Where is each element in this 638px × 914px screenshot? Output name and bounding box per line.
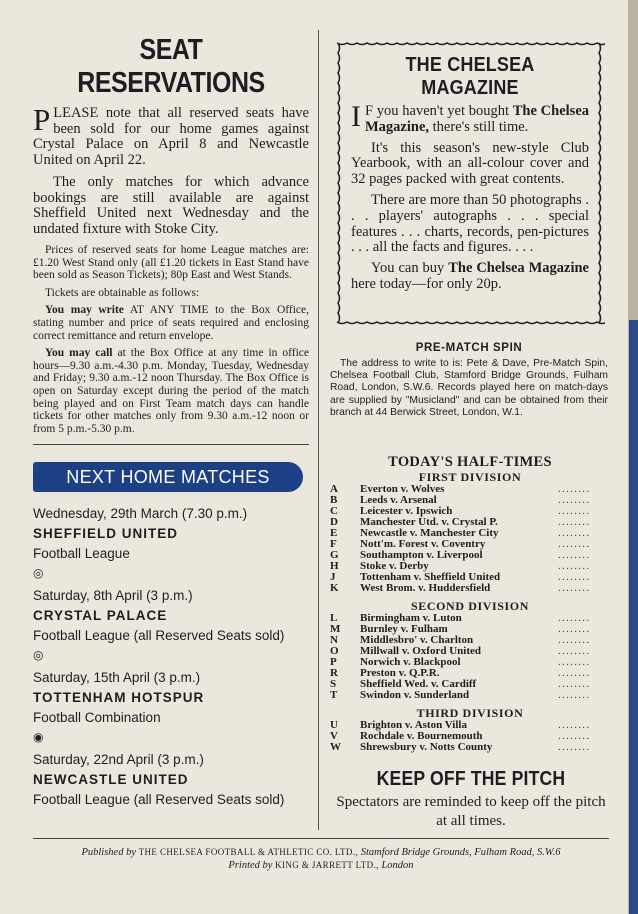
row-score-dots: ........ <box>558 741 591 753</box>
row-fixture: Preston v. Q.P.R. <box>360 667 440 679</box>
match-date: Saturday, 22nd April (3 p.m.) <box>33 752 204 767</box>
seat-call-text: at the Box Office at any time in office hours—9.30 a.m.-4.30 p.m. Monday, Tuesday, Wednesday and Friday; 9.30 a.m.-12 noon Thursday. The Box Office is open on Saturday except during the period of the match being played and on First Team match days can handle tickets for other matches only from 9.30 a.m.-12 noon or from 5 p.m.-5.30 p.m. <box>33 347 310 435</box>
row-letter: P <box>330 656 337 668</box>
row-fixture: Sheffield Wed. v. Cardiff <box>360 678 477 690</box>
magazine-p4-a: You can buy <box>371 260 449 277</box>
match-item <box>33 750 318 810</box>
magazine-p4-b: here today—for only 20p. <box>351 275 502 292</box>
row-fixture: Norwich v. Blackpool <box>360 656 461 668</box>
seat-para-1-text: LEASE note that all reserved seats have been sold for our home games against Crystal Palace on April 8 and Newcastle United on April 22. <box>33 105 309 168</box>
row-score-dots: ........ <box>558 689 591 701</box>
division-heading: SECOND DIVISION <box>410 599 530 613</box>
row-fixture: West Brom. v. Huddersfield <box>360 582 491 594</box>
row-fixture: Nott'm. Forest v. Coventry <box>360 538 486 550</box>
row-score-dots: ........ <box>558 516 591 528</box>
imprint-footer <box>33 846 609 872</box>
row-letter: R <box>330 667 338 679</box>
half-times-title: TODAY'S HALF-TIMES <box>388 454 552 470</box>
row-letter: A <box>330 483 338 495</box>
seat-para-2: The only matches for which advance bookings are still available are against Sheffield United next Wednesday and the undated fixture with Stoke City. <box>33 174 309 237</box>
published-line <box>33 846 609 859</box>
row-fixture: Leeds v. Arsenal <box>360 494 437 506</box>
row-fixture: Swindon v. Sunderland <box>360 689 470 701</box>
half-time-row <box>330 583 610 594</box>
row-fixture: Birmingham v. Luton <box>360 612 462 624</box>
magazine-para-1 <box>351 100 590 136</box>
row-letter: E <box>330 527 338 539</box>
row-letter: G <box>330 549 339 561</box>
row-fixture: Shrewsbury v. Notts County <box>360 741 493 753</box>
match-item <box>33 586 318 668</box>
row-fixture: Stoke v. Derby <box>360 560 429 572</box>
seat-reservations-section <box>33 34 309 435</box>
row-score-dots: ........ <box>558 494 591 506</box>
dropcap-p: P <box>33 102 51 137</box>
row-score-dots: ........ <box>558 538 591 550</box>
row-score-dots: ........ <box>558 571 591 583</box>
row-fixture: Rochdale v. Bournemouth <box>360 730 483 742</box>
row-score-dots: ........ <box>558 549 591 561</box>
footer-divider <box>33 838 609 839</box>
row-score-dots: ........ <box>558 505 591 517</box>
match-item <box>33 668 318 750</box>
row-score-dots: ........ <box>558 667 591 679</box>
seat-prices: Prices of reserved seats for home League matches are: £1.20 West Stand only (all £1.20 tickets in East Stand have been sold as Season Tickets); 80p East and West Stands. <box>33 244 309 282</box>
row-score-dots: ........ <box>558 678 591 690</box>
row-score-dots: ........ <box>558 730 591 742</box>
seat-write <box>33 304 309 342</box>
matches-list <box>33 504 318 810</box>
seat-write-text: AT ANY TIME to the Box Office, stating number and price of seats required and enclosing correct remittance and return envelope. <box>33 304 309 342</box>
magazine-p1-bold: The Chelsea Magazine, <box>365 103 590 135</box>
pre-match-spin-title: PRE-MATCH SPIN <box>415 342 523 354</box>
seat-call-lead: You may call <box>45 347 113 360</box>
row-score-dots: ........ <box>558 623 591 635</box>
seat-reservations-title: SEAT RESERVATIONS <box>77 34 265 99</box>
row-fixture: Leicester v. Ipswich <box>360 505 453 517</box>
match-date: Wednesday, 29th March (7.30 p.m.) <box>33 506 248 521</box>
match-competition: Football League <box>33 546 130 561</box>
row-letter: T <box>330 689 338 701</box>
magazine-p1-b: there's still time. <box>429 118 529 135</box>
row-letter: F <box>330 538 337 550</box>
row-fixture: Middlesbro' v. Charlton <box>360 634 474 646</box>
row-score-dots: ........ <box>558 645 591 657</box>
row-fixture: Millwall v. Oxford United <box>360 645 481 657</box>
row-letter: U <box>330 719 338 731</box>
pre-match-spin-text: The address to write to is: Pete & Dave, Pre-Match Spin, Chelsea Football Club, Stamford Bridge Grounds, Fulham Road, London, S.W.6. Records played here on match-days are supplied by "Musicland" and can be obtained from their branch at 44 Berwick Street, London, W.1. <box>330 358 608 418</box>
row-letter: O <box>330 645 339 657</box>
half-time-row <box>330 690 610 701</box>
row-letter: V <box>330 730 338 742</box>
row-fixture: Burnley v. Fulham <box>360 623 448 635</box>
printed-by-label: Printed by <box>228 860 273 871</box>
match-team: NEWCASTLE UNITED <box>33 772 189 787</box>
division-heading: FIRST DIVISION <box>418 470 522 484</box>
match-team: TOTTENHAM HOTSPUR <box>33 690 205 705</box>
row-score-dots: ........ <box>558 719 591 731</box>
printer-name: KING & JARRETT LTD., <box>275 860 379 870</box>
row-letter: C <box>330 505 338 517</box>
printed-line <box>33 859 609 872</box>
row-letter: S <box>330 678 337 690</box>
keep-off-text: Spectators are reminded to keep off the pitch at all times. <box>336 794 606 829</box>
match-symbol-icon: ◉ <box>33 730 44 744</box>
chelsea-magazine-box <box>333 38 605 328</box>
row-score-dots: ........ <box>558 634 591 646</box>
row-score-dots: ........ <box>558 483 591 495</box>
next-home-matches-title: NEXT HOME MATCHES <box>33 462 303 492</box>
seat-write-lead: You may write <box>45 304 124 317</box>
row-score-dots: ........ <box>558 582 591 594</box>
publisher-address: Stamford Bridge Grounds, Fulham Road, S.W.6 <box>358 847 561 858</box>
printer-city: London <box>378 860 414 871</box>
row-fixture: Newcastle v. Manchester City <box>360 527 499 539</box>
row-letter: L <box>330 612 338 624</box>
pre-match-spin-section <box>330 342 608 419</box>
division-heading: THIRD DIVISION <box>416 706 524 720</box>
row-letter: J <box>330 571 336 583</box>
match-competition: Football Combination <box>33 710 161 725</box>
row-score-dots: ........ <box>558 656 591 668</box>
magazine-title: THE CHELSEA MAGAZINE <box>405 54 535 99</box>
half-times-section <box>330 454 610 753</box>
publisher-name: THE CHELSEA FOOTBALL & ATHLETIC CO. LTD., <box>138 847 359 857</box>
keep-off-section <box>330 768 612 831</box>
row-fixture: Tottenham v. Sheffield United <box>360 571 501 583</box>
match-item <box>33 504 318 586</box>
row-letter: M <box>330 623 341 635</box>
match-date: Saturday, 8th April (3 p.m.) <box>33 588 193 603</box>
seat-call <box>33 347 309 435</box>
row-letter: D <box>330 516 338 528</box>
row-score-dots: ........ <box>558 560 591 572</box>
row-letter: B <box>330 494 338 506</box>
match-date: Saturday, 15th April (3 p.m.) <box>33 670 201 685</box>
dropcap-i: I <box>351 100 361 133</box>
row-score-dots: ........ <box>558 612 591 624</box>
magazine-p1-a: F you haven't yet bought <box>365 103 513 119</box>
seat-para-1 <box>33 102 309 168</box>
magazine-p4-bold: The Chelsea Magazine <box>448 260 589 277</box>
row-fixture: Southampton v. Liverpool <box>360 549 483 561</box>
row-fixture: Brighton v. Aston Villa <box>360 719 467 731</box>
keep-off-title: KEEP OFF THE PITCH <box>376 768 566 790</box>
seat-tickets-intro: Tickets are obtainable as follows: <box>45 286 200 299</box>
published-by-label: Published by <box>81 847 136 858</box>
magazine-para-4 <box>351 261 589 293</box>
row-fixture: Everton v. Wolves <box>360 483 445 495</box>
magazine-para-2: It's this season's new-style Club Yearbook, with an all-colour cover and 32 pages packed with great contents. <box>351 139 589 188</box>
row-fixture: Manchester Utd. v. Crystal P. <box>360 516 498 528</box>
match-symbol-icon: ◎ <box>33 566 44 580</box>
magazine-para-3: There are more than 50 photographs . . . players' autographs . . . special features . . . charts, records, pen-pictures . . . all the facts and figures. . . . <box>351 191 589 256</box>
blue-edge-strip <box>629 320 638 914</box>
match-team: SHEFFIELD UNITED <box>33 526 179 541</box>
row-letter: H <box>330 560 339 572</box>
row-score-dots: ........ <box>558 527 591 539</box>
match-symbol-icon: ◎ <box>33 648 44 662</box>
column-divider <box>318 30 319 830</box>
match-competition: Football League (all Reserved Seats sold) <box>33 628 285 643</box>
row-letter: K <box>330 582 339 594</box>
row-letter: W <box>330 741 341 753</box>
row-letter: N <box>330 634 338 646</box>
half-time-row <box>330 742 610 753</box>
match-competition: Football League (all Reserved Seats sold) <box>33 792 285 807</box>
section-divider-left <box>33 444 309 445</box>
match-team: CRYSTAL PALACE <box>33 608 168 623</box>
